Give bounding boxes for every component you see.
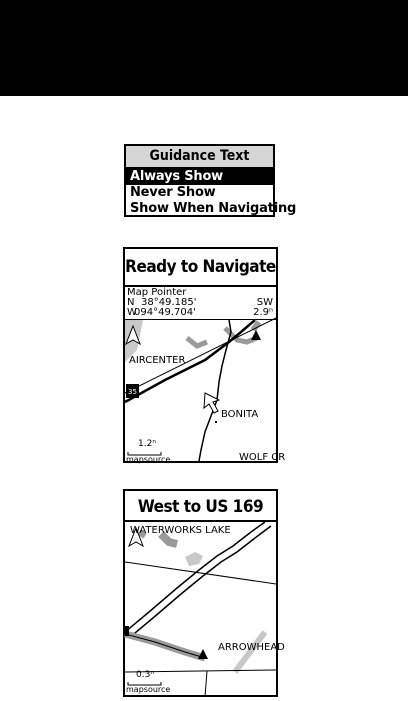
menu-option-never-show[interactable]: Never Show: [130, 185, 216, 200]
guidance-text-menu: [124, 144, 297, 217]
map-screen-guidance: [123, 489, 285, 697]
map-pointer-info: [125, 287, 276, 319]
route-start-marker: [125, 626, 129, 636]
map-view[interactable]: [125, 522, 285, 697]
place-label-waterworks-lake: WATERWORKS LAKE: [130, 525, 231, 536]
map-source-label: mapsource: [126, 685, 171, 694]
place-label-aircenter: AIRCENTER: [129, 355, 186, 366]
minor-road: [205, 671, 207, 697]
longitude-prefix: W: [127, 307, 137, 318]
highway: [125, 522, 265, 632]
menu-title: Guidance Text: [126, 146, 273, 169]
highway: [129, 526, 271, 638]
map-source-label: mapsource: [126, 455, 171, 464]
place-label-bonita: BONITA: [221, 409, 259, 420]
header-bar: [0, 0, 408, 96]
land-area: [185, 552, 203, 566]
map-view[interactable]: [125, 320, 286, 464]
map-screen-ready: [123, 247, 286, 464]
bearing-value: SW: [256, 297, 273, 308]
scale-value: 1.2ⁿ: [138, 439, 156, 449]
place-label-arrowhead: ARROWHEAD: [218, 642, 285, 653]
latitude-value: 38°49.185': [141, 297, 197, 308]
scale-value: 0.3ⁿ: [136, 670, 154, 680]
distance-value: 2.9ⁿ: [253, 307, 273, 318]
menu-option-show-when-navigating[interactable]: Show When Navigating: [130, 201, 297, 216]
screen-title: Ready to Navigate: [125, 257, 276, 277]
latitude-prefix: N: [127, 297, 135, 308]
screen-title: West to US 169: [137, 497, 264, 517]
menu-option-always-show[interactable]: Always Show: [126, 169, 273, 185]
longitude-value: 094°49.704': [134, 307, 196, 318]
route-shield-number: 35: [128, 388, 137, 396]
destination-marker-icon: [251, 330, 261, 340]
town-dot: [215, 421, 217, 423]
pointer-label: Map Pointer: [127, 287, 187, 298]
gray-road: [187, 338, 207, 346]
place-label-wolf-cr: WOLF CR: [239, 452, 286, 463]
minor-road: [125, 562, 276, 584]
